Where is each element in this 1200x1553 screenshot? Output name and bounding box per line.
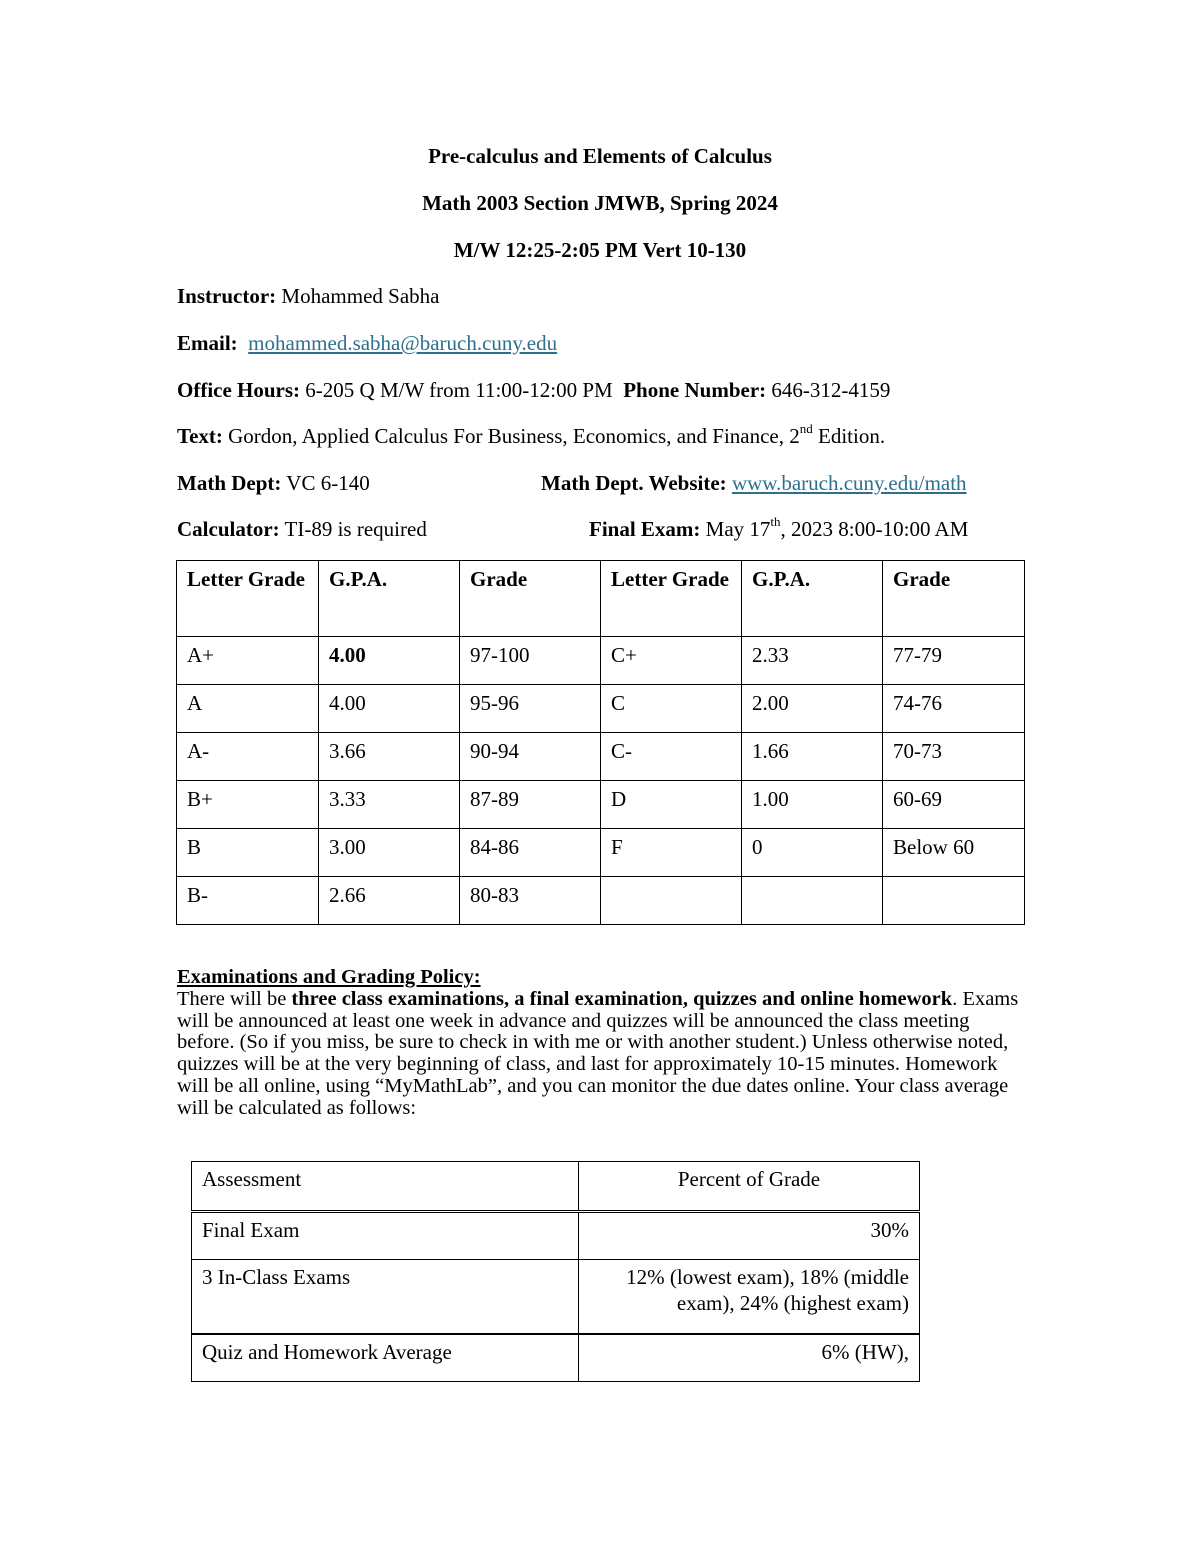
instructor-value: Mohammed Sabha bbox=[281, 284, 440, 308]
table-cell: 3.66 bbox=[319, 733, 460, 781]
email-label: Email: bbox=[177, 331, 238, 355]
table-cell bbox=[742, 877, 883, 925]
table-cell: A+ bbox=[177, 637, 319, 685]
table-cell: 95-96 bbox=[460, 685, 601, 733]
assessment-table bbox=[191, 1161, 920, 1382]
table-cell: A- bbox=[177, 733, 319, 781]
table-cell bbox=[601, 877, 742, 925]
website-label: Math Dept. Website: bbox=[541, 471, 727, 495]
table-cell: C- bbox=[601, 733, 742, 781]
table-cell: 4.00 bbox=[319, 637, 460, 685]
text-label: Text: bbox=[177, 424, 223, 448]
table-cell: 3 In-Class Exams bbox=[192, 1260, 579, 1334]
policy-rest: . Exams will be announced at least one week in advance and quizzes will be announced the class meeting before. (So if you miss, be sure to check in with me or with another student.) Unless otherwise noted, quizzes will be at the very beginning of class, and last for approximately 10-15 minutes. Homework will be all online, using “MyMathLab”, and you can monitor the due dates online. Your class average will be calculated as follows: bbox=[177, 987, 1019, 1119]
math-dept-label: Math Dept: bbox=[177, 471, 282, 495]
grading-policy-text bbox=[177, 989, 1027, 1120]
header-cell: Grade bbox=[883, 561, 1025, 637]
table-cell: Final Exam bbox=[192, 1212, 579, 1260]
table-cell: 2.00 bbox=[742, 685, 883, 733]
website-link[interactable]: www.baruch.cuny.edu/math bbox=[731, 471, 967, 495]
table-cell: 60-69 bbox=[883, 781, 1025, 829]
final-exam-date: May 17 bbox=[705, 517, 771, 541]
final-exam-time: , 2023 8:00-10:00 AM bbox=[780, 517, 969, 541]
table-cell: 3.00 bbox=[319, 829, 460, 877]
instructor-label: Instructor: bbox=[177, 284, 277, 308]
grade-table-header bbox=[177, 561, 1025, 637]
table-row bbox=[177, 877, 1025, 925]
table-cell: 70-73 bbox=[883, 733, 1025, 781]
header-cell: Letter Grade bbox=[177, 561, 319, 637]
course-section: Math 2003 Section JMWB, Spring 2024 bbox=[422, 191, 778, 215]
table-cell: 74-76 bbox=[883, 685, 1025, 733]
course-title: Pre-calculus and Elements of Calculus bbox=[428, 144, 772, 168]
website-line bbox=[541, 470, 967, 496]
table-cell: 1.00 bbox=[742, 781, 883, 829]
text-suffix: Edition. bbox=[812, 424, 886, 448]
text-edition-sup: nd bbox=[799, 421, 813, 436]
grade-scale-table bbox=[176, 560, 1025, 925]
table-cell: 0 bbox=[742, 829, 883, 877]
table-cell: B- bbox=[177, 877, 319, 925]
table-cell: D bbox=[601, 781, 742, 829]
table-row bbox=[192, 1212, 920, 1260]
table-row bbox=[192, 1260, 920, 1334]
table-cell: 2.33 bbox=[742, 637, 883, 685]
header-cell: G.P.A. bbox=[319, 561, 460, 637]
table-cell: 97-100 bbox=[460, 637, 601, 685]
header-cell: Percent of Grade bbox=[579, 1162, 920, 1212]
table-cell: Quiz and Homework Average bbox=[192, 1334, 579, 1382]
textbook-line bbox=[177, 423, 885, 449]
text-value: Gordon, Applied Calculus For Business, Economics, and Finance, 2 bbox=[228, 424, 800, 448]
table-cell: 12% (lowest exam), 18% (middle exam), 24% (highest exam) bbox=[579, 1260, 920, 1334]
header-cell: G.P.A. bbox=[742, 561, 883, 637]
course-schedule: M/W 12:25-2:05 PM Vert 10-130 bbox=[453, 238, 747, 262]
table-cell: 77-79 bbox=[883, 637, 1025, 685]
calculator-value: TI-89 is required bbox=[284, 517, 427, 541]
table-row bbox=[177, 685, 1025, 733]
table-cell: 30% bbox=[579, 1212, 920, 1260]
table-row bbox=[177, 781, 1025, 829]
header-cell: Letter Grade bbox=[601, 561, 742, 637]
table-cell: 87-89 bbox=[460, 781, 601, 829]
final-exam-sup: th bbox=[770, 514, 781, 529]
phone-label: Phone Number: bbox=[623, 378, 767, 402]
table-cell: C+ bbox=[601, 637, 742, 685]
calculator-line bbox=[177, 516, 427, 542]
table-cell: B bbox=[177, 829, 319, 877]
email-line bbox=[177, 330, 557, 356]
calculator-label: Calculator: bbox=[177, 517, 280, 541]
office-hours-value: 6-205 Q M/W from 11:00-12:00 PM bbox=[305, 378, 613, 402]
table-cell: 3.33 bbox=[319, 781, 460, 829]
table-row bbox=[177, 637, 1025, 685]
assessment-header bbox=[192, 1162, 920, 1212]
table-cell: 84-86 bbox=[460, 829, 601, 877]
final-exam-line bbox=[589, 516, 968, 542]
grading-policy-section bbox=[177, 967, 1027, 1120]
grading-policy-heading: Examinations and Grading Policy: bbox=[177, 966, 481, 988]
office-hours-line bbox=[177, 377, 890, 403]
email-link[interactable]: mohammed.sabha@baruch.cuny.edu bbox=[248, 331, 558, 355]
policy-intro: There will be bbox=[177, 987, 292, 1010]
table-cell: 90-94 bbox=[460, 733, 601, 781]
table-cell: 1.66 bbox=[742, 733, 883, 781]
phone-value: 646-312-4159 bbox=[771, 378, 891, 402]
table-cell: 6% (HW), bbox=[579, 1334, 920, 1382]
table-cell: Below 60 bbox=[883, 829, 1025, 877]
math-dept-line bbox=[177, 470, 370, 496]
table-cell: B+ bbox=[177, 781, 319, 829]
header-cell: Grade bbox=[460, 561, 601, 637]
table-cell bbox=[883, 877, 1025, 925]
table-row bbox=[192, 1334, 920, 1382]
table-cell: 80-83 bbox=[460, 877, 601, 925]
table-cell: 2.66 bbox=[319, 877, 460, 925]
table-cell: F bbox=[601, 829, 742, 877]
policy-bold-text: three class examinations, a final examination, quizzes and online homework bbox=[291, 987, 953, 1010]
final-exam-label: Final Exam: bbox=[589, 517, 701, 541]
math-dept-value: VC 6-140 bbox=[286, 471, 370, 495]
table-row bbox=[177, 829, 1025, 877]
header-cell: Assessment bbox=[192, 1162, 579, 1212]
table-row bbox=[177, 733, 1025, 781]
table-cell: 4.00 bbox=[319, 685, 460, 733]
office-hours-label: Office Hours: bbox=[177, 378, 301, 402]
instructor-line bbox=[177, 283, 439, 309]
table-cell: A bbox=[177, 685, 319, 733]
table-cell: C bbox=[601, 685, 742, 733]
